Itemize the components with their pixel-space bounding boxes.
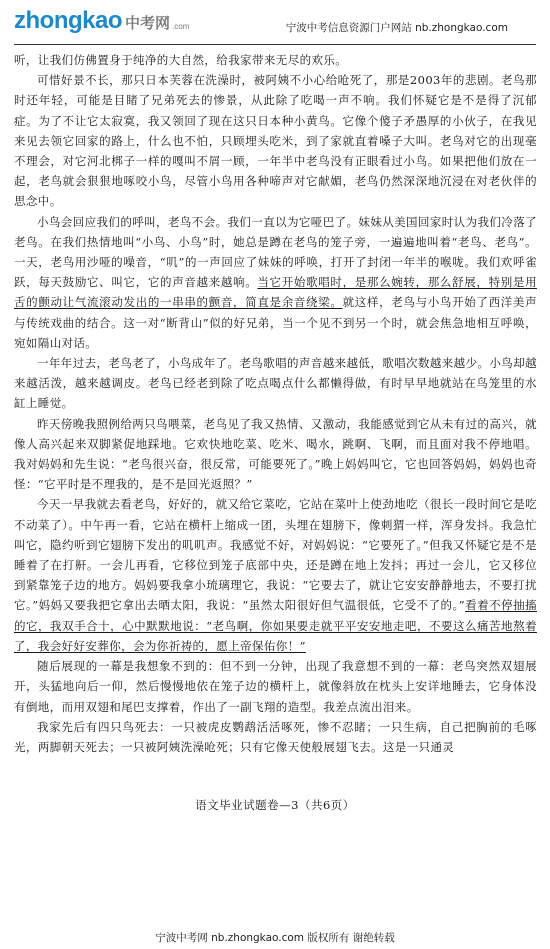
paragraph-text: 就这样，老鸟与小鸟开始了西洋美声与传统戏曲的结合。这一对“断背山”似的好兄弟，当一个见不到另一个时，就会焦急地相互呼唤，宛如隔山对话。: [14, 295, 537, 350]
essay-paragraph: [14, 494, 537, 656]
essay-body: [14, 50, 537, 757]
essay-paragraph: [14, 70, 537, 211]
paragraph-text: 听，让我们仿佛置身于纯净的大自然，给我家带来无尽的欢乐。: [14, 53, 348, 67]
underlined-passage: 看着不停抽搐的它，我双手合十，心中默默地说：“老鸟啊，你如果要走就平平安安地走吧，不要这么痛苦地熬着了，我会好好安葬你，会为你祈祷的，愿上帝保佑你！”: [14, 598, 537, 653]
paragraph-text: 今天一早我就去看老鸟，好好的，就又给它菜吃，它站在菜叶上使劲地吃（很长一段时间它是吃不动菜了）。中午再一看，它站在横杆上缩成一团，头埋在翅膀下，像刺猬一样，浑身发抖。我急忙叫它，隐约听到它翅膀下发出的叽叽声。我感觉不好，对妈妈说：“它要死了。”但我又怀疑它是不是睡着了在打鼾。一会儿再看，它移位到笼子底部中央，还是蹲在地上发抖；再过一会儿，它又移位到紧靠笼子边的地方。妈妈要我拿小琉璃理它，我说：“它要去了，就让它安安静静地去，不要打扰它。”妈妈又要我把它拿出去晒太阳，我说：“虽然太阳很好但气温很低，它受不了的。”: [14, 497, 537, 613]
underlined-passage: 当它开始歌唱时，是那么婉转，那么舒展，特别是用舌的颤动让气流滚动发出的一串串的颤音，简直是余音绕梁。: [14, 275, 538, 310]
paragraph-text: 小鸟会回应我们的呼叫，老鸟不会。我们一直以为它哑巴了。妹妹从美国回家时认为我们冷落了老鸟。在我们热情地叫“小鸟、小鸟”时，她总是蹲在老鸟的笼子旁，一遍遍地叫着“老鸟、老鸟”。一天，老鸟用沙哑的噪音，“叽”的一声回应了妹妹的呼唤，打开了封闭一年半的喉咙。我们欢呼雀跃，每天鼓励它、叫它，它的声音越来越响。: [14, 214, 537, 290]
essay-paragraph: [14, 353, 537, 414]
essay-paragraph: [14, 656, 537, 717]
header-divider: [14, 44, 536, 45]
site-title: 宁波中考信息资源门户网站 nb.zhongkao.com: [285, 22, 508, 34]
paragraph-text: 一年年过去，老鸟老了，小鸟成年了。老鸟歌唱的声音越来越低，歌唱次数越来越少。小鸟却越来越活泼，越来越调皮。老鸟已经老到除了吃点喝点什么都懒得做，有时早早地就站在鸟笼里的水缸上睡觉。: [14, 356, 537, 411]
page-number-footer: 语文毕业试题卷—3（共6页）: [195, 798, 355, 812]
page-header: [0, 0, 550, 48]
logo-wordmark: zhongkao: [14, 7, 122, 34]
essay-paragraph: [14, 212, 537, 353]
copyright-footer: 宁波中考网 nb.zhongkao.com 版权所有 谢绝转载: [155, 932, 395, 944]
paragraph-text: 昨天傍晚我照例给两只鸟喂菜，老鸟见了我又热情、又激动，我能感觉到它从未有过的高兴，就像人高兴起来双脚紧促地踩地。它欢快地吃菜、吃米、喝水，跳啊、飞啊，而且面对我不停地唱。我对妈妈和先生说：“老鸟很兴奋，很反常，可能要死了。”晚上妈妈叫它，它也回答妈妈，妈妈也奇怪：“它平时是不理我的，是不是回光返照？”: [14, 416, 537, 492]
essay-paragraph: [14, 717, 537, 757]
essay-paragraph: [14, 414, 537, 495]
essay-paragraph: [14, 50, 537, 70]
logo-domain-suffix: .com: [172, 22, 190, 31]
zhongkao-logo[interactable]: [14, 8, 189, 34]
paragraph-text: 可惜好景不长，那只日本芙蓉在洗澡时，被阿姨不小心给呛死了，那是2003年的悲剧。老鸟那时还年轻，可能是目睹了兄弟死去的惨景，从此除了吃喝一声不响。我们怀疑它是不是得了沉郁症。为了不让它太寂寞，我又领回了现在这只日本种小黄鸟。它像个傻子矛愚厚的小伙子，在我见来见去领它回家的路上，什么也不怕，只顾埋头吃米，到了家就直着嗓子大叫。老鸟对它的出现毫不理会，对它河北梆子一样的嘎叫不屑一顾，一年半中老鸟没有正眼看过小鸟。如果把他们放在一起，老鸟就会狠狠地啄咬小鸟，尽管小鸟用各种啼声对它献媚，老鸟仍然深深地沉浸在对老伙伴的思念中。: [14, 73, 537, 209]
paragraph-text: 随后展现的一幕是我想象不到的：但不到一分钟，出现了我意想不到的一幕：老鸟突然双翅展开，头猛地向后一仰，然后慢慢地依在笼子边的横杆上，就像斜放在枕头上安详地睡去，它身体没有倒地，而用双翅和尾巴支撑着，作出了一副飞翔的造型。我差点流出泪来。: [14, 659, 537, 714]
paragraph-text: 我家先后有四只鸟死去：一只被虎皮鹦鹉活活啄死，惨不忍睹；一只生病，自己把胸前的毛啄光，两脚朝天死去；一只被阿姨洗澡呛死；只有它像天使般展翅飞去。这是一只通灵: [14, 719, 537, 754]
logo-chinese-name: 中考网: [125, 14, 171, 32]
